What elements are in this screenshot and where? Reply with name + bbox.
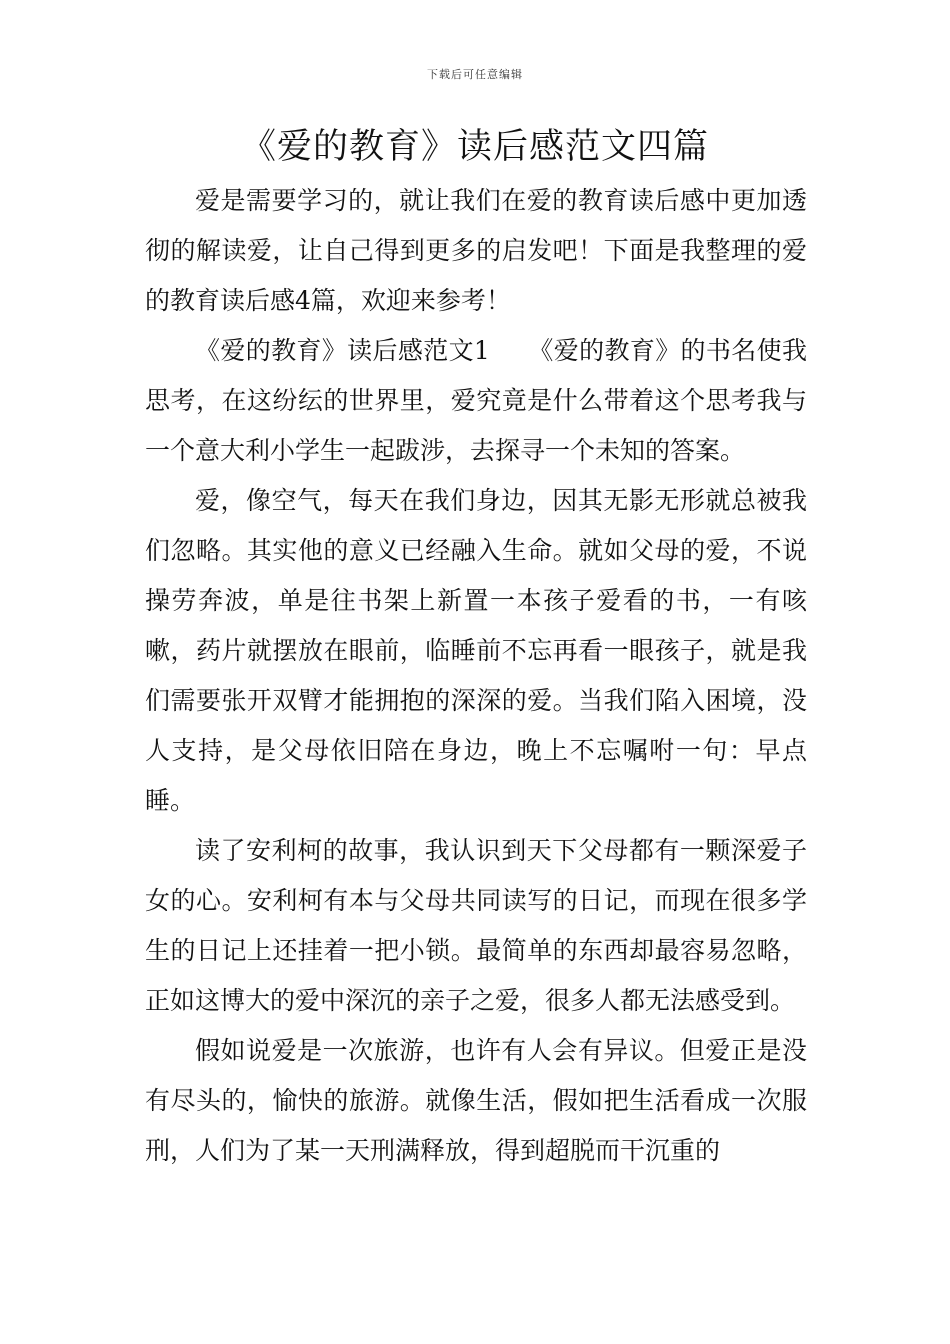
header-note: 下载后可任意编辑 bbox=[427, 68, 523, 81]
paragraph-intro: 爱是需要学习的，就让我们在爱的教育读后感中更加透彻的解读爱，让自己得到更多的启发吧！下面是我整理的爱的教育读后感4篇，欢迎来参考！ bbox=[145, 186, 807, 315]
paragraph-love-like-air: 爱，像空气，每天在我们身边，因其无影无形就总被我们忽略。其实他的意义已经融入生命。就如父母的爱，不说操劳奔波，单是往书架上新置一本孩子爱看的书，一有咳嗽，药片就摆放在眼前，临睡前不忘再看一眼孩子，就是我们需要张开双臂才能拥抱的深深的爱。当我们陷入困境，没人支持，是父母依旧陪在身边，晚上不忘嘱咐一句：早点睡。 bbox=[145, 486, 807, 815]
document-title: 《爱的教育》读后感范文四篇 bbox=[240, 127, 709, 167]
paragraph-enrico-story: 读了安利柯的故事，我认识到天下父母都有一颗深爱子女的心。安利柯有本与父母共同读写的日记，而现在很多学生的日记上还挂着一把小锁。最简单的东西却最容易忽略，正如这博大的爱中深沉的亲子之爱，很多人都无法感受到。 bbox=[145, 836, 807, 1015]
paragraph-love-journey: 假如说爱是一次旅游，也许有人会有异议。但爱正是没有尽头的，愉快的旅游。就像生活，假如把生活看成一次服刑，人们为了某一天刑满释放，得到超脱而干沉重的 bbox=[145, 1036, 807, 1165]
document-body bbox=[145, 176, 807, 1176]
paragraph-essay1-opening: 《爱的教育》读后感范文1 《爱的教育》的书名使我思考，在这纷纭的世界里，爱究竟是什么带着这个思考我与一个意大利小学生一起跋涉，去探寻一个未知的答案。 bbox=[145, 336, 807, 465]
